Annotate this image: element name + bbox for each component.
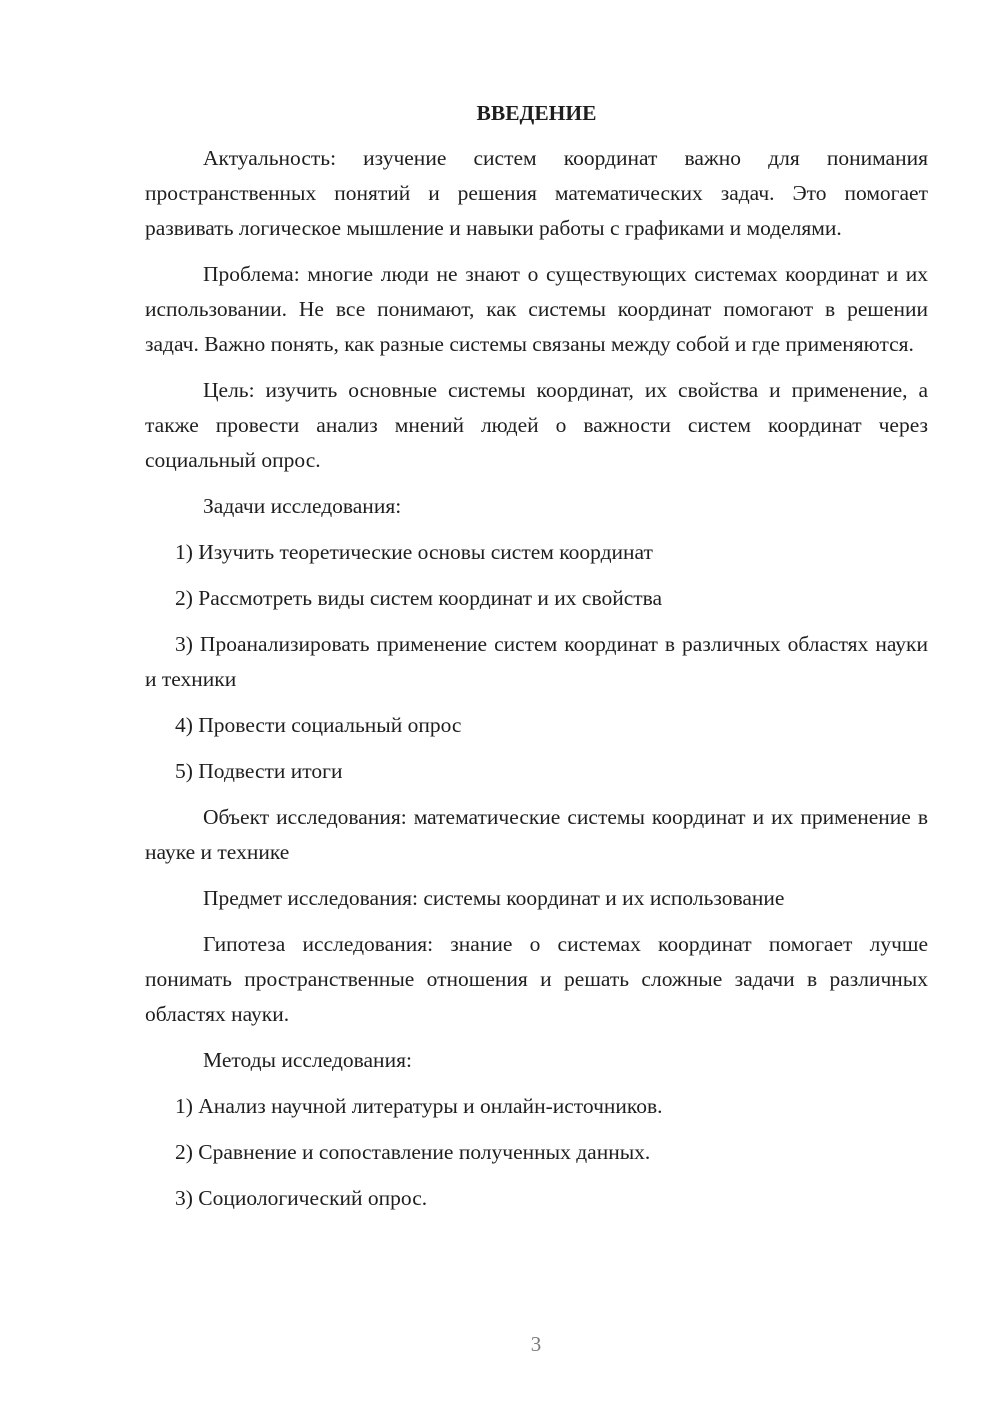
page-number: 3 bbox=[530, 1332, 542, 1356]
page-content bbox=[145, 96, 928, 1227]
paragraph-problem: Проблема: многие люди не знают о существующих системах координат и их использовании. Не все понимают, как системы координат помогают в решении задач. Важно понять, как разные системы связаны между собой и где применяются. bbox=[145, 262, 928, 356]
list-item-task-1: 1) Изучить теоретические основы систем координат bbox=[175, 540, 653, 564]
paragraph-object: Объект исследования: математические системы координат и их применение в науке и технике bbox=[145, 805, 928, 864]
list-item-task-2: 2) Рассмотреть виды систем координат и их свойства bbox=[175, 586, 663, 610]
list-item-method-2: 2) Сравнение и сопоставление полученных данных. bbox=[175, 1140, 651, 1164]
list-item-task-3: 3) Проанализировать применение систем координат в различных областях науки и техники bbox=[145, 632, 928, 691]
list-item-method-1: 1) Анализ научной литературы и онлайн-источников. bbox=[175, 1094, 663, 1118]
paragraph-hypothesis: Гипотеза исследования: знание о системах координат помогает лучше понимать пространственные отношения и решать сложные задачи в различных областях науки. bbox=[145, 932, 928, 1026]
paragraph-tasks-heading: Задачи исследования: bbox=[203, 494, 402, 518]
list-item-task-4: 4) Провести социальный опрос bbox=[175, 713, 462, 737]
section-title: ВВЕДЕНИЕ bbox=[476, 101, 597, 125]
list-item-method-3: 3) Социологический опрос. bbox=[175, 1186, 428, 1210]
list-item-task-5: 5) Подвести итоги bbox=[175, 759, 343, 783]
paragraph-goal: Цель: изучить основные системы координат, их свойства и применение, а также провести анализ мнений людей о важности систем координат через социальный опрос. bbox=[145, 378, 928, 472]
paragraph-subject: Предмет исследования: системы координат и их использование bbox=[203, 886, 785, 910]
paragraph-methods-heading: Методы исследования: bbox=[203, 1048, 412, 1072]
paragraph-relevance: Актуальность: изучение систем координат важно для понимания пространственных понятий и решения математических задач. Это помогает развивать логическое мышление и навыки работы с графиками и моделями. bbox=[145, 146, 928, 240]
